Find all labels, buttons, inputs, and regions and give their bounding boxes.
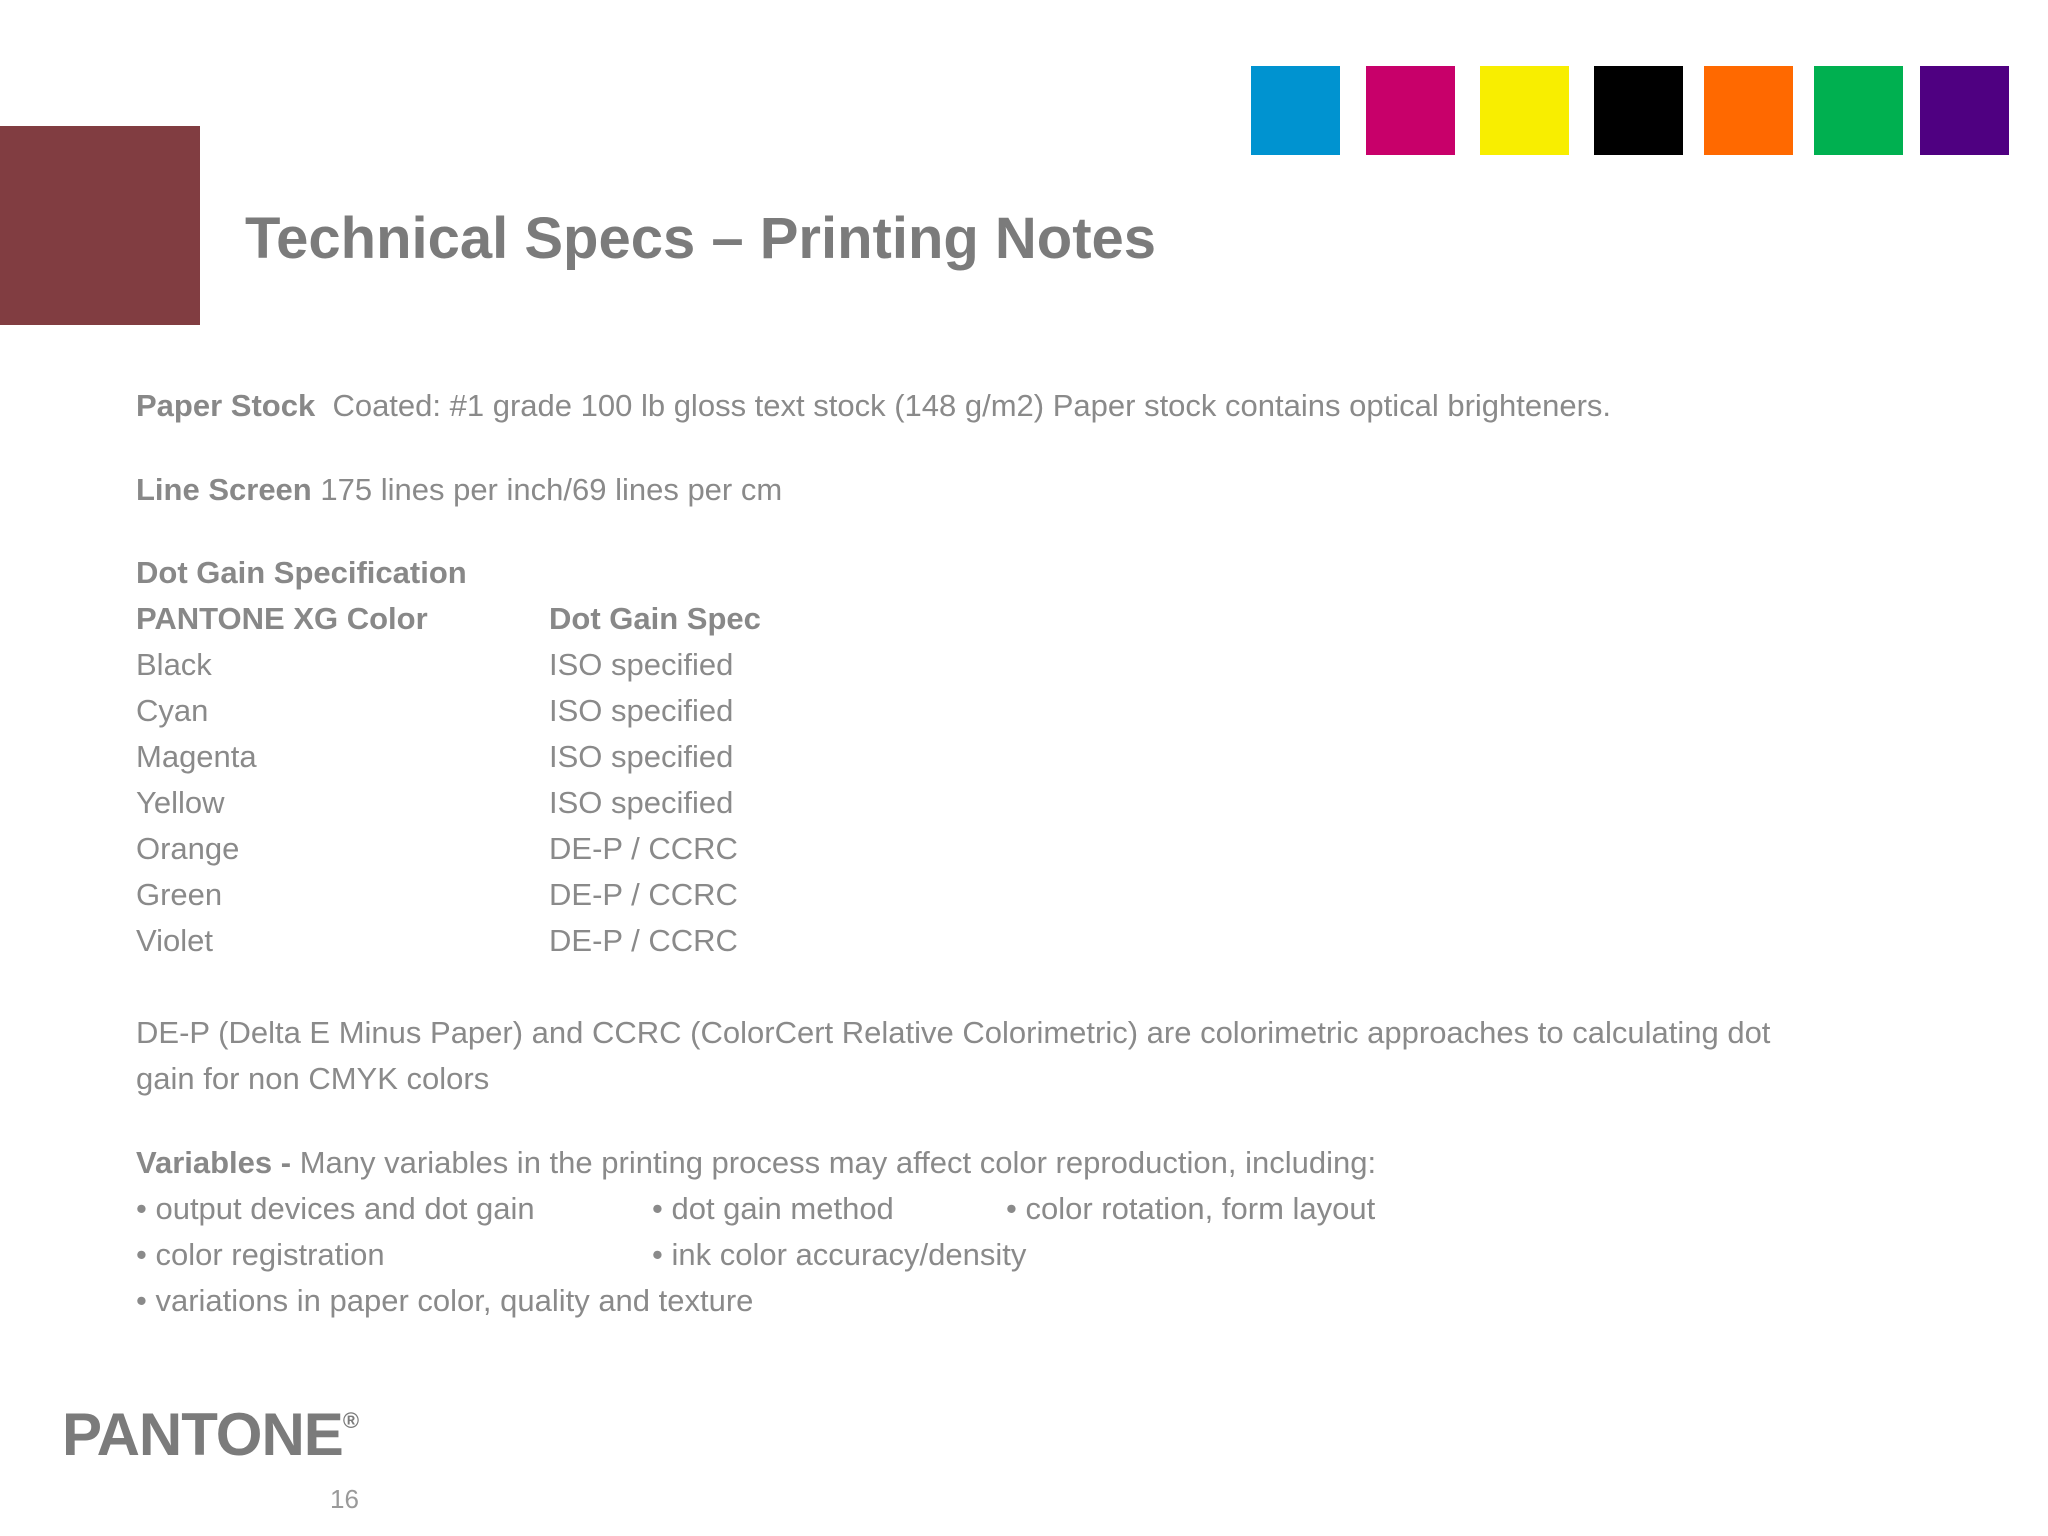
spec-cell: DE-P / CCRC [549, 831, 738, 866]
swatch-black [1594, 66, 1683, 155]
color-swatch-row [0, 66, 2048, 155]
line-screen-line [136, 467, 782, 513]
page-number: 16 [330, 1484, 359, 1514]
table-row [136, 780, 734, 826]
swatch-magenta [1366, 66, 1455, 155]
swatch-green [1814, 66, 1903, 155]
color-cell: Violet [136, 923, 213, 958]
column-header-spec: Dot Gain Spec [549, 601, 761, 636]
column-header-color: PANTONE XG Color [136, 601, 428, 636]
bullet-item: • color rotation, form layout [1006, 1191, 1376, 1226]
spec-cell: ISO specified [549, 739, 734, 774]
swatch-yellow [1480, 66, 1569, 155]
bullet-row [136, 1186, 1376, 1232]
paper-stock-text: Coated: #1 grade 100 lb gloss text stock (148 g/m2) Paper stock contains optical brighteners. [332, 388, 1612, 423]
paper-stock-label: Paper Stock [136, 388, 316, 423]
variables-text: Many variables in the printing process may affect color reproduction, including: [299, 1145, 1377, 1180]
variables-label: Variables - [136, 1145, 292, 1180]
color-cell: Black [136, 647, 212, 682]
spec-cell: DE-P / CCRC [549, 877, 738, 912]
table-row [136, 918, 738, 964]
accent-block [0, 126, 200, 325]
bullet-item: • color registration [136, 1237, 385, 1272]
note-line-2: gain for non CMYK colors [136, 1061, 490, 1096]
spec-cell: ISO specified [549, 785, 734, 820]
color-cell: Magenta [136, 739, 257, 774]
bullet-row [136, 1232, 1027, 1278]
note-line-1: DE-P (Delta E Minus Paper) and CCRC (ColorCert Relative Colorimetric) are colorimetric approaches to calculating dot [136, 1015, 1771, 1050]
bullet-item: • output devices and dot gain [136, 1191, 535, 1226]
swatch-violet [1920, 66, 2009, 155]
page-title: Technical Specs – Printing Notes [245, 206, 1157, 271]
color-cell: Orange [136, 831, 240, 866]
dot-gain-heading: Dot Gain Specification [136, 555, 467, 590]
registered-mark: ® [342, 1408, 360, 1433]
bullet-row [136, 1278, 753, 1324]
variables-line [136, 1140, 1376, 1186]
line-screen-text: 175 lines per inch/69 lines per cm [320, 472, 783, 507]
color-cell: Cyan [136, 693, 209, 728]
swatch-orange [1704, 66, 1793, 155]
swatch-cyan [1251, 66, 1340, 155]
bullet-item: • dot gain method [652, 1191, 894, 1226]
line-screen-label: Line Screen [136, 472, 312, 507]
table-row [136, 688, 734, 734]
color-cell: Green [136, 877, 223, 912]
spec-cell: ISO specified [549, 693, 734, 728]
color-cell: Yellow [136, 785, 225, 820]
table-row [136, 734, 734, 780]
paper-stock-line [136, 383, 1611, 429]
spec-cell: DE-P / CCRC [549, 923, 738, 958]
pantone-logo [62, 1400, 359, 1469]
table-row [136, 826, 738, 872]
table-row [136, 872, 738, 918]
dot-gain-table-header [136, 596, 761, 642]
spec-cell: ISO specified [549, 647, 734, 682]
logo-text: PANTONE [62, 1401, 343, 1468]
bullet-item: • ink color accuracy/density [652, 1237, 1027, 1272]
bullet-item: • variations in paper color, quality and texture [136, 1283, 754, 1318]
table-row [136, 642, 734, 688]
